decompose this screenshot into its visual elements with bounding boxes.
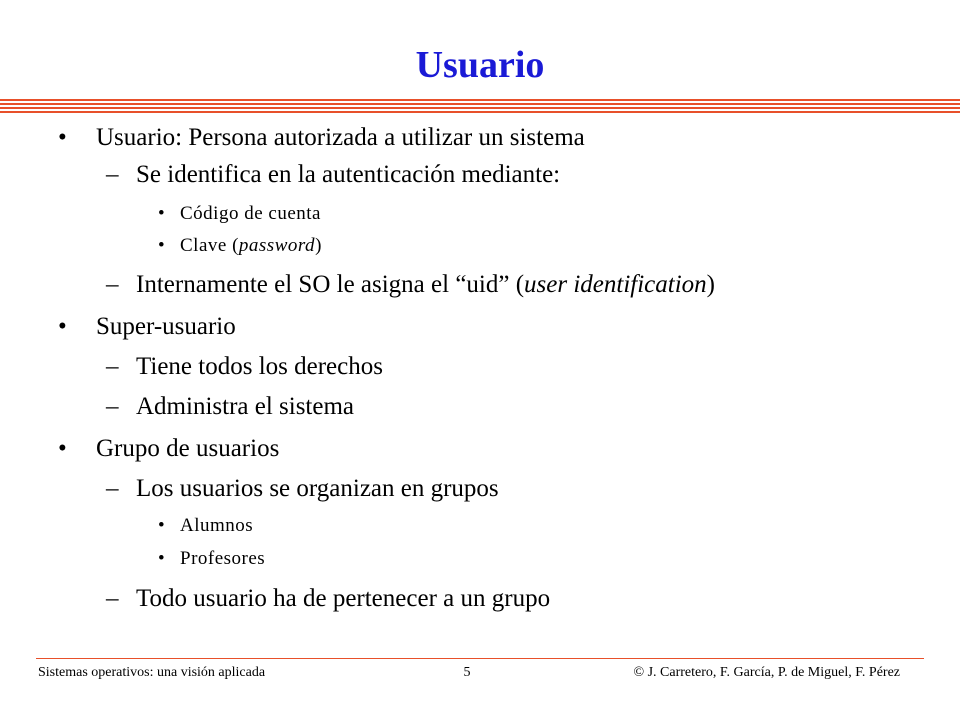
text-part: Internamente el SO le asigna el “uid” (: [136, 271, 525, 298]
text-part: Clave (: [180, 235, 239, 256]
bullet-marker: •: [58, 435, 67, 462]
sub-sub-bullet-text: Alumnos: [180, 515, 254, 536]
footer-copyright: © J. Carretero, F. García, P. de Miguel, F. Pérez: [633, 665, 900, 680]
sub-bullet-text: Se identifica en la autenticación mediante:: [136, 161, 561, 188]
footer-rule: [36, 658, 924, 659]
bullet-text: Super-usuario: [96, 313, 236, 340]
sub-bullet-text: Tiene todos los derechos: [136, 353, 383, 380]
text-part: ): [315, 235, 322, 256]
sub-sub-bullet-text: Código de cuenta: [180, 203, 321, 224]
bullet-text: Usuario: Persona autorizada a utilizar un sistema: [96, 124, 585, 151]
text-italic: password: [238, 235, 316, 256]
slide-title: Usuario: [415, 44, 545, 86]
footer-page-number: 5: [463, 665, 471, 680]
dash-marker: –: [106, 393, 119, 420]
sub-sub-bullet-item: [158, 201, 321, 227]
sub-bullet-item: [106, 268, 715, 302]
bullet-text: Grupo de usuarios: [96, 435, 280, 462]
sub-bullet-text: Administra el sistema: [136, 393, 355, 420]
bullet-marker: •: [158, 515, 166, 536]
dash-marker: –: [106, 161, 119, 188]
dash-marker: –: [106, 585, 119, 612]
bullet-marker: •: [58, 313, 67, 340]
dash-marker: –: [106, 475, 119, 502]
sub-bullet-item: [106, 390, 355, 424]
text-part: ): [706, 271, 715, 298]
text-italic: user identification: [524, 271, 707, 298]
sub-bullet-item: [106, 158, 561, 192]
bullet-item: [58, 432, 280, 466]
bullet-item: [58, 121, 585, 155]
bullet-marker: •: [58, 124, 67, 151]
bullet-marker: •: [158, 235, 166, 256]
dash-marker: –: [106, 353, 119, 380]
sub-sub-bullet-item: [158, 513, 254, 539]
sub-bullet-text: Todo usuario ha de pertenecer a un grupo: [136, 585, 551, 612]
dash-marker: –: [106, 271, 119, 298]
footer-book-title: Sistemas operativos: una visión aplicada: [38, 665, 266, 680]
sub-sub-bullet-item: [158, 233, 322, 259]
sub-bullet-item: [106, 350, 383, 384]
sub-bullet-item: [106, 582, 551, 616]
sub-bullet-text: Los usuarios se organizan en grupos: [136, 475, 499, 502]
sub-sub-bullet-item: [158, 546, 266, 572]
bullet-marker: •: [158, 203, 166, 224]
bullet-item: [58, 310, 236, 344]
sub-bullet-item: [106, 472, 499, 506]
bullet-marker: •: [158, 548, 166, 569]
sub-sub-bullet-text: Profesores: [180, 548, 266, 569]
title-rule: [0, 99, 960, 113]
